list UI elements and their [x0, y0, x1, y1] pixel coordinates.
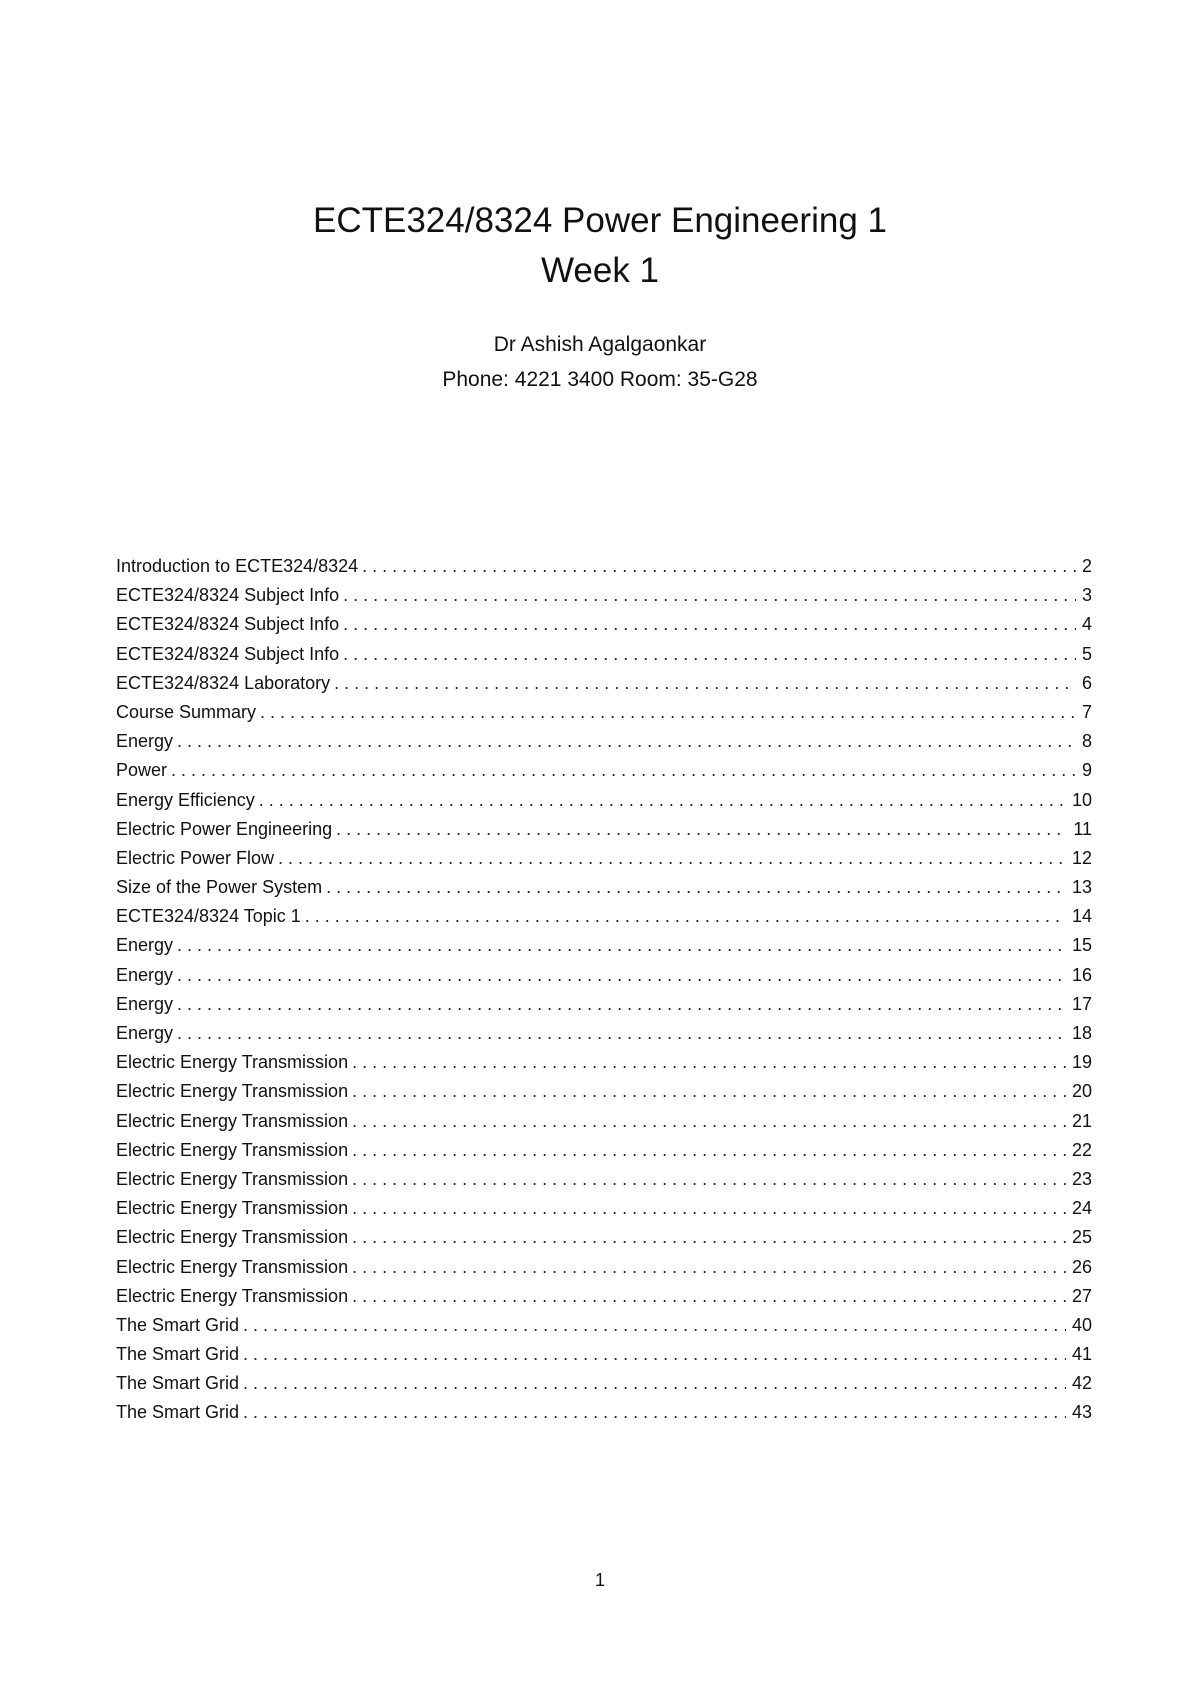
toc-entry[interactable] — [116, 786, 1092, 815]
toc-entry-page: 41 — [1071, 1344, 1092, 1365]
toc-dot-leader — [352, 1077, 1066, 1106]
toc-entry[interactable] — [116, 902, 1092, 931]
toc-entry-page: 22 — [1071, 1139, 1092, 1160]
toc-entry[interactable] — [116, 1398, 1092, 1427]
toc-entry-label: The Smart Grid — [116, 1402, 240, 1423]
author-name: Dr Ashish Agalgaonkar — [493, 333, 707, 356]
document-subtitle: Week 1 — [540, 251, 660, 290]
toc-entry[interactable] — [116, 640, 1092, 669]
toc-dot-leader — [352, 1107, 1066, 1136]
toc-dot-leader — [243, 1369, 1066, 1398]
toc-entry[interactable] — [116, 581, 1092, 610]
toc-entry[interactable] — [116, 815, 1092, 844]
toc-dot-leader — [352, 1282, 1066, 1311]
toc-entry[interactable] — [116, 1311, 1092, 1340]
toc-entry-page: 19 — [1071, 1052, 1092, 1073]
toc-entry-label: Energy — [116, 964, 174, 985]
toc-entry-label: Introduction to ECTE324/8324 — [116, 556, 359, 576]
toc-entry-page: 14 — [1071, 906, 1092, 927]
toc-entry-page: 8 — [1081, 731, 1092, 752]
toc-entry[interactable] — [116, 873, 1092, 902]
toc-entry[interactable] — [116, 990, 1092, 1019]
page-number: 1 — [594, 1570, 605, 1590]
toc-entry-label: Electric Energy Transmission — [116, 1168, 349, 1189]
toc-dot-leader — [352, 1194, 1066, 1223]
toc-entry-page: 18 — [1071, 1023, 1092, 1043]
toc-entry-page: 11 — [1073, 818, 1092, 839]
toc-entry[interactable] — [116, 961, 1092, 990]
toc-entry[interactable] — [116, 1019, 1092, 1048]
toc-entry-label: ECTE324/8324 Laboratory — [116, 672, 331, 693]
toc-entry[interactable] — [116, 698, 1092, 727]
toc-entry[interactable] — [116, 1223, 1092, 1252]
toc-dot-leader — [305, 902, 1066, 931]
toc-dot-leader — [243, 1340, 1066, 1369]
toc-entry[interactable] — [116, 610, 1092, 639]
table-of-contents — [116, 552, 1092, 1428]
toc-dot-leader — [326, 873, 1066, 902]
toc-entry[interactable] — [116, 844, 1092, 873]
toc-entry[interactable] — [116, 931, 1092, 960]
toc-dot-leader — [352, 1136, 1066, 1165]
toc-entry[interactable] — [116, 669, 1092, 698]
toc-entry-page: 27 — [1071, 1285, 1092, 1306]
toc-dot-leader — [352, 1048, 1066, 1077]
toc-entry-page: 16 — [1071, 964, 1092, 985]
toc-entry-label: Electric Energy Transmission — [116, 1081, 349, 1102]
toc-entry-label: Electric Energy Transmission — [116, 1198, 349, 1219]
toc-entry-page: 40 — [1071, 1314, 1092, 1335]
toc-entry-label: Electric Energy Transmission — [116, 1256, 349, 1277]
toc-entry-page: 23 — [1071, 1168, 1092, 1189]
toc-dot-leader — [352, 1253, 1066, 1282]
toc-entry[interactable] — [116, 552, 1092, 581]
toc-dot-leader — [334, 669, 1076, 698]
author-contact: Phone: 4221 3400 Room: 35-G28 — [442, 368, 758, 391]
toc-dot-leader — [278, 844, 1066, 873]
toc-entry-page: 21 — [1071, 1110, 1092, 1131]
toc-entry-label: Electric Energy Transmission — [116, 1285, 349, 1306]
toc-entry-page: 26 — [1071, 1256, 1092, 1277]
toc-entry-label: ECTE324/8324 Subject Info — [116, 585, 340, 606]
toc-entry-label: The Smart Grid — [116, 1314, 240, 1335]
toc-entry-page: 9 — [1081, 760, 1092, 781]
toc-entry[interactable] — [116, 1253, 1092, 1282]
toc-entry-page: 5 — [1081, 643, 1092, 664]
title-block — [0, 196, 1200, 296]
toc-entry[interactable] — [116, 1165, 1092, 1194]
toc-dot-leader — [171, 756, 1076, 785]
toc-entry-label: Electric Energy Transmission — [116, 1110, 349, 1131]
toc-entry-label: Electric Power Engineering — [116, 818, 333, 839]
toc-entry-label: Power — [116, 760, 168, 781]
toc-entry-label: Energy — [116, 993, 174, 1014]
toc-dot-leader — [177, 1019, 1066, 1048]
toc-entry-label: The Smart Grid — [116, 1344, 240, 1365]
toc-entry-label: Energy — [116, 1023, 174, 1043]
toc-dot-leader — [177, 961, 1066, 990]
toc-entry[interactable] — [116, 1107, 1092, 1136]
toc-dot-leader — [177, 931, 1066, 960]
toc-entry-page: 4 — [1081, 614, 1092, 635]
toc-entry-label: Size of the Power System — [116, 877, 323, 898]
toc-entry-page: 7 — [1081, 701, 1092, 722]
toc-dot-leader — [352, 1223, 1066, 1252]
author-block — [0, 327, 1200, 397]
toc-dot-leader — [343, 610, 1076, 639]
toc-entry[interactable] — [116, 1282, 1092, 1311]
toc-dot-leader — [260, 698, 1076, 727]
toc-entry-label: Electric Power Flow — [116, 847, 275, 868]
toc-entry-page: 12 — [1071, 847, 1092, 868]
toc-entry[interactable] — [116, 1048, 1092, 1077]
toc-entry-page: 15 — [1071, 935, 1092, 956]
toc-dot-leader — [243, 1398, 1066, 1427]
toc-dot-leader — [177, 990, 1066, 1019]
toc-entry-label: The Smart Grid — [116, 1373, 240, 1394]
toc-entry-page: 6 — [1081, 672, 1092, 693]
toc-entry-label: ECTE324/8324 Subject Info — [116, 643, 340, 664]
toc-entry-page: 43 — [1071, 1402, 1092, 1423]
toc-dot-leader — [343, 581, 1076, 610]
toc-entry-label: Electric Energy Transmission — [116, 1139, 349, 1160]
toc-entry[interactable] — [116, 727, 1092, 756]
toc-entry-label: ECTE324/8324 Topic 1 — [116, 906, 301, 927]
toc-dot-leader — [343, 640, 1076, 669]
toc-dot-leader — [259, 786, 1066, 815]
toc-entry[interactable] — [116, 1077, 1092, 1106]
toc-entry-page: 20 — [1071, 1081, 1092, 1102]
toc-entry-label: Electric Energy Transmission — [116, 1227, 349, 1248]
toc-entry-label: Course Summary — [116, 701, 257, 722]
toc-entry-page: 13 — [1071, 877, 1092, 898]
toc-entry[interactable] — [116, 1340, 1092, 1369]
toc-dot-leader — [336, 815, 1067, 844]
document-title: ECTE324/8324 Power Engineering 1 — [313, 201, 887, 240]
toc-entry-page: 42 — [1071, 1373, 1092, 1394]
toc-dot-leader — [352, 1165, 1066, 1194]
toc-entry-label: Energy — [116, 935, 174, 956]
toc-dot-leader — [177, 727, 1076, 756]
toc-entry-label: Energy — [116, 731, 174, 752]
toc-entry[interactable] — [116, 1369, 1092, 1398]
toc-entry-label: Electric Energy Transmission — [116, 1052, 349, 1073]
toc-entry-page: 25 — [1071, 1227, 1092, 1248]
toc-entry[interactable] — [116, 1194, 1092, 1223]
toc-dot-leader — [362, 552, 1076, 581]
toc-entry-page: 2 — [1081, 556, 1092, 576]
toc-entry-label: ECTE324/8324 Subject Info — [116, 614, 340, 635]
toc-dot-leader — [243, 1311, 1066, 1340]
toc-entry-page: 17 — [1071, 993, 1092, 1014]
toc-entry-page: 24 — [1071, 1198, 1092, 1219]
toc-entry[interactable] — [116, 1136, 1092, 1165]
toc-entry-page: 10 — [1071, 789, 1092, 810]
toc-entry-page: 3 — [1081, 585, 1092, 606]
toc-entry[interactable] — [116, 756, 1092, 785]
toc-entry-label: Energy Efficiency — [116, 789, 255, 810]
